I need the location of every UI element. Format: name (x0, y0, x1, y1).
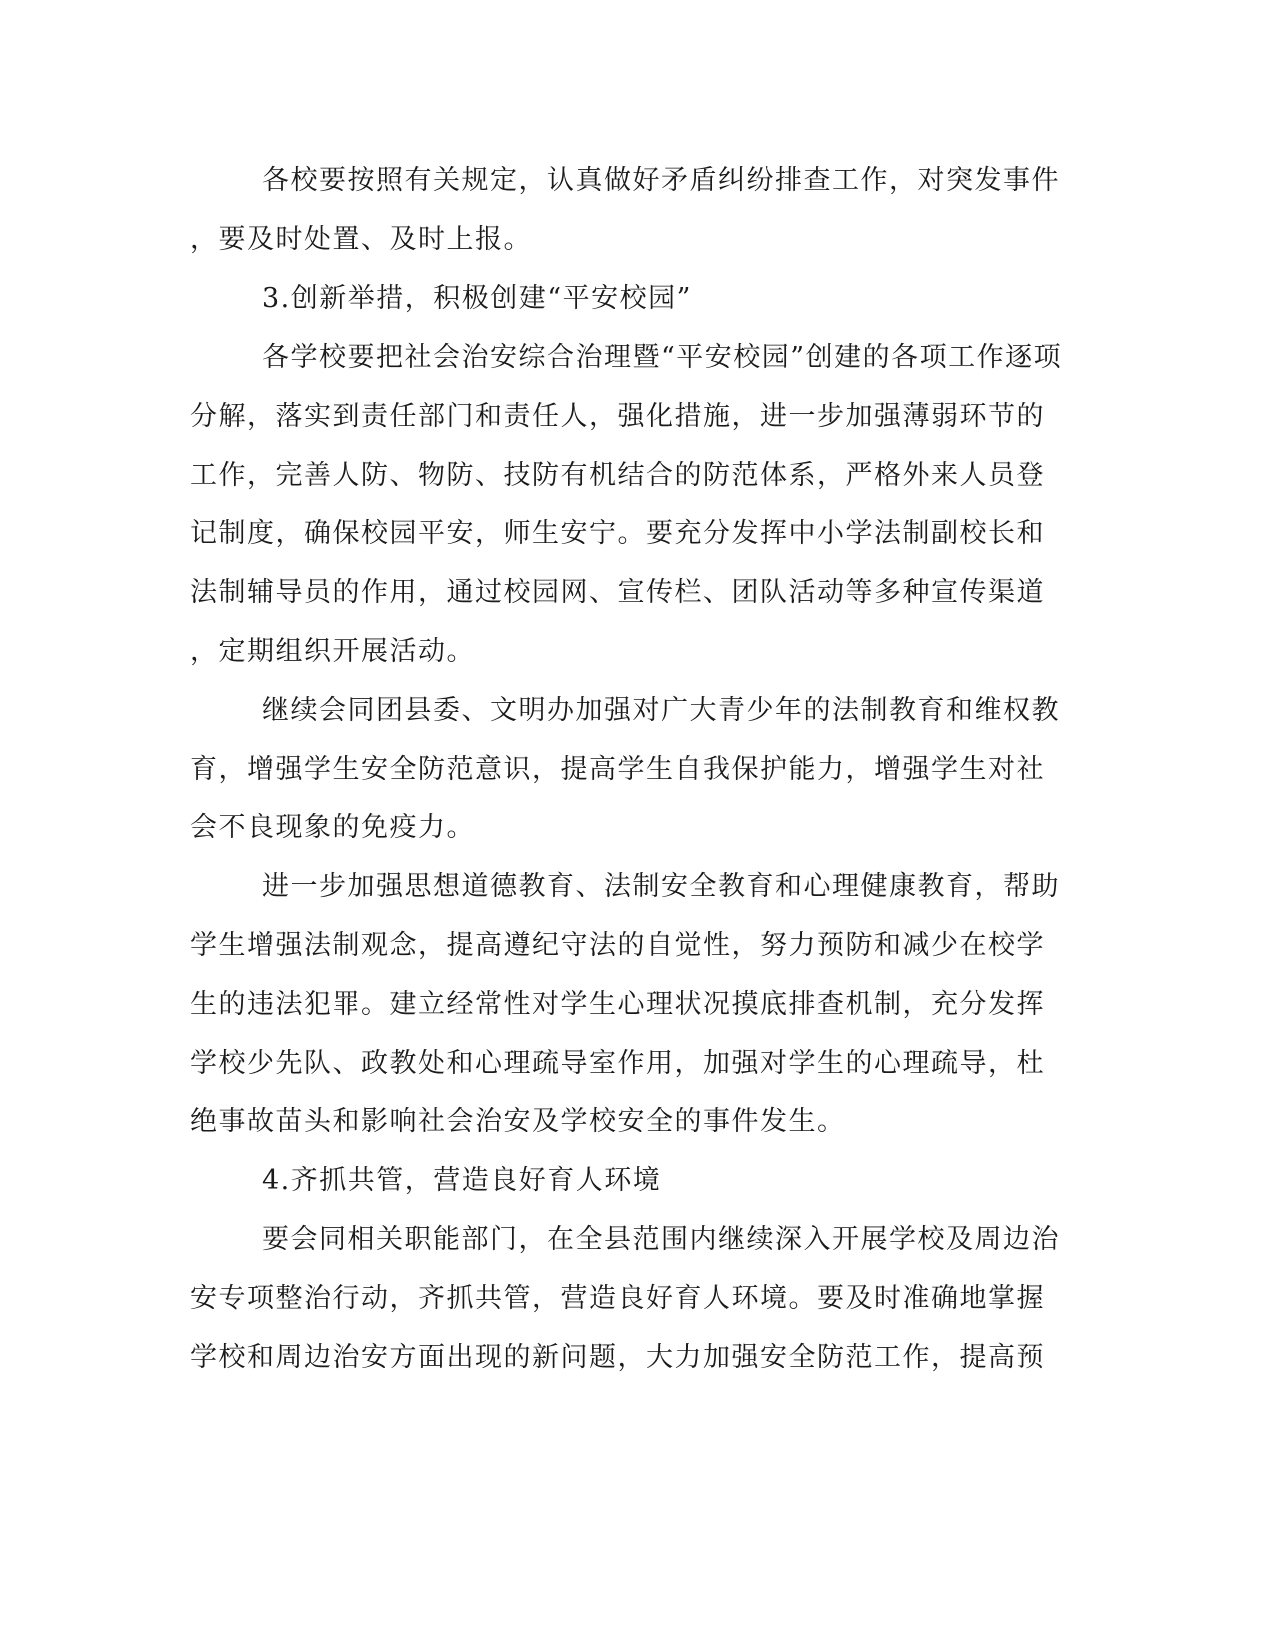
paragraph-line: 要会同相关职能部门，在全县范围内继续深入开展学校及周边治 (262, 1224, 1060, 1255)
paragraph-line: 学校少先队、政教处和心理疏导室作用，加强对学生的心理疏导，杜 (190, 1048, 1045, 1079)
paragraph-line: 安专项整治行动，齐抓共管，营造良好育人环境。要及时准确地掌握 (190, 1283, 1045, 1314)
section-heading: 3.创新举措，积极创建“平安校园” (262, 283, 692, 314)
paragraph-line: 生的违法犯罪。建立经常性对学生心理状况摸底排查机制，充分发挥 (190, 989, 1045, 1020)
paragraph-line: 学校和周边治安方面出现的新问题，大力加强安全防范工作，提高预 (190, 1342, 1045, 1373)
paragraph-line: 法制辅导员的作用，通过校园网、宣传栏、团队活动等多种宣传渠道 (190, 577, 1045, 608)
paragraph-line: 育，增强学生安全防范意识，提高学生自我保护能力，增强学生对社 (190, 754, 1045, 785)
paragraph-line: 绝事故苗头和影响社会治安及学校安全的事件发生。 (190, 1106, 846, 1137)
section-heading: 4.齐抓共管，营造良好育人环境 (262, 1165, 662, 1196)
paragraph-line: 工作，完善人防、物防、技防有机结合的防范体系，严格外来人员登 (190, 460, 1045, 491)
paragraph-line: ，要及时处置、及时上报。 (190, 224, 532, 255)
paragraph-line: 各学校要把社会治安综合治理暨“平安校园”创建的各项工作逐项 (262, 342, 1063, 373)
paragraph-line: 进一步加强思想道德教育、法制安全教育和心理健康教育，帮助 (262, 871, 1060, 902)
paragraph-line: 继续会同团县委、文明办加强对广大青少年的法制教育和维权教 (262, 695, 1060, 726)
paragraph-line: 各校要按照有关规定，认真做好矛盾纠纷排查工作，对突发事件 (262, 165, 1060, 196)
paragraph-line: 会不良现象的免疫力。 (190, 812, 475, 843)
paragraph-line: ，定期组织开展活动。 (190, 636, 475, 667)
paragraph-line: 学生增强法制观念，提高遵纪守法的自觉性，努力预防和减少在校学 (190, 930, 1045, 961)
paragraph-line: 分解，落实到责任部门和责任人，强化措施，进一步加强薄弱环节的 (190, 401, 1045, 432)
paragraph-line: 记制度，确保校园平安，师生安宁。要充分发挥中小学法制副校长和 (190, 518, 1045, 549)
